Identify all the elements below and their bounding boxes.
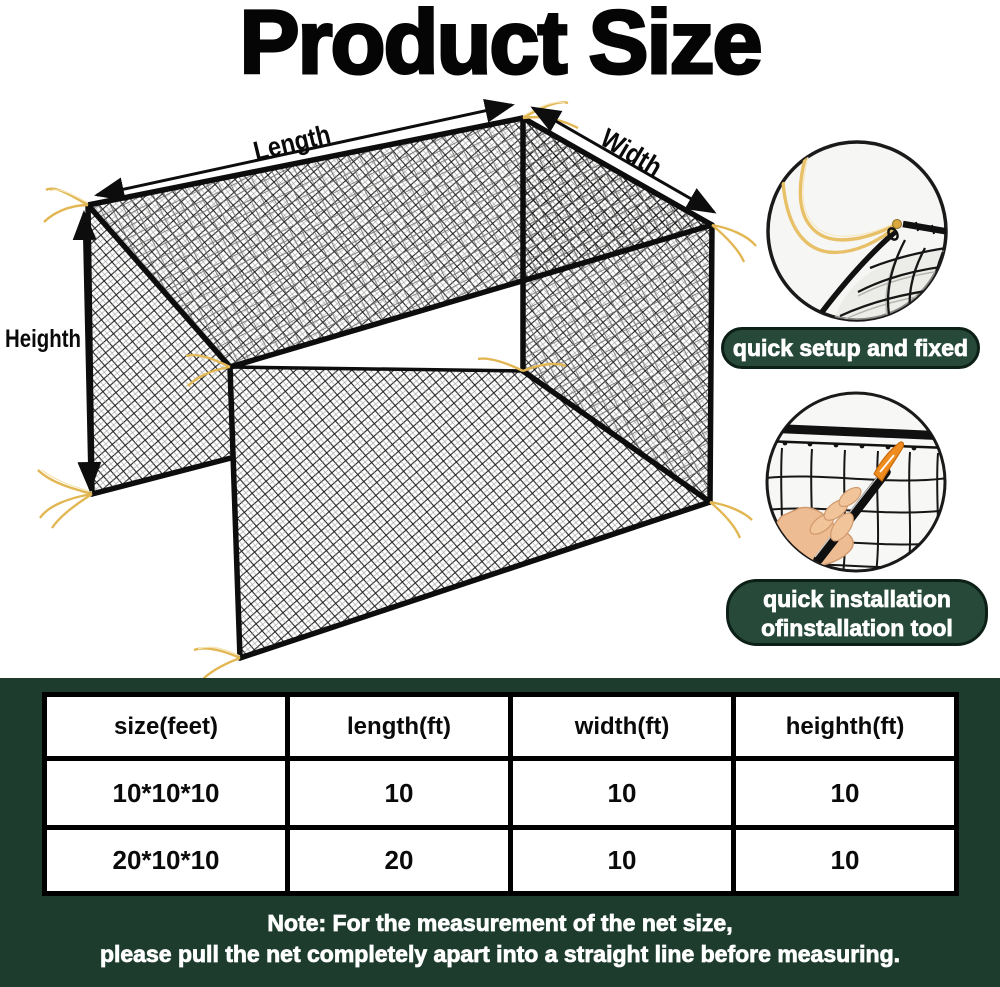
callout-setup-circle (768, 142, 950, 330)
callout-tool-circle (765, 393, 948, 574)
table-header-row (45, 695, 957, 759)
net-cage (5, 102, 756, 678)
callout-caption-setup (721, 327, 980, 369)
measurement-note (0, 908, 1000, 970)
note-line2: please pull the net completely apart into a straight line before measuring. (99, 941, 901, 967)
cell-length: 10 (288, 759, 511, 828)
callout-caption-tool-line1: quick installation (763, 586, 951, 612)
size-panel (0, 678, 1000, 987)
callout-caption-tool-line2: ofinstallation tool (761, 615, 953, 641)
length-label: Length (250, 116, 346, 167)
header-length: length(ft) (288, 695, 511, 759)
page-title: Product Size (239, 0, 761, 93)
width-label: Width (595, 122, 675, 188)
table-row (45, 828, 957, 894)
cell-size: 20*10*10 (45, 828, 288, 894)
header-width: width(ft) (511, 695, 734, 759)
note-line1: Note: For the measurement of the net size, (267, 910, 733, 936)
setup-knot (893, 220, 902, 229)
callout-caption-tool (726, 579, 988, 646)
cell-width: 10 (511, 828, 734, 894)
header-height: heighth(ft) (734, 695, 957, 759)
cell-length: 20 (288, 828, 511, 894)
cell-height: 10 (734, 828, 957, 894)
table-row (45, 759, 957, 828)
height-label: Heighth (5, 325, 81, 353)
callout-caption-setup-text: quick setup and fixed (732, 335, 969, 361)
cell-height: 10 (734, 759, 957, 828)
cell-width: 10 (511, 759, 734, 828)
cell-size: 10*10*10 (45, 759, 288, 828)
size-table (42, 692, 959, 896)
header-size: size(feet) (45, 695, 288, 759)
